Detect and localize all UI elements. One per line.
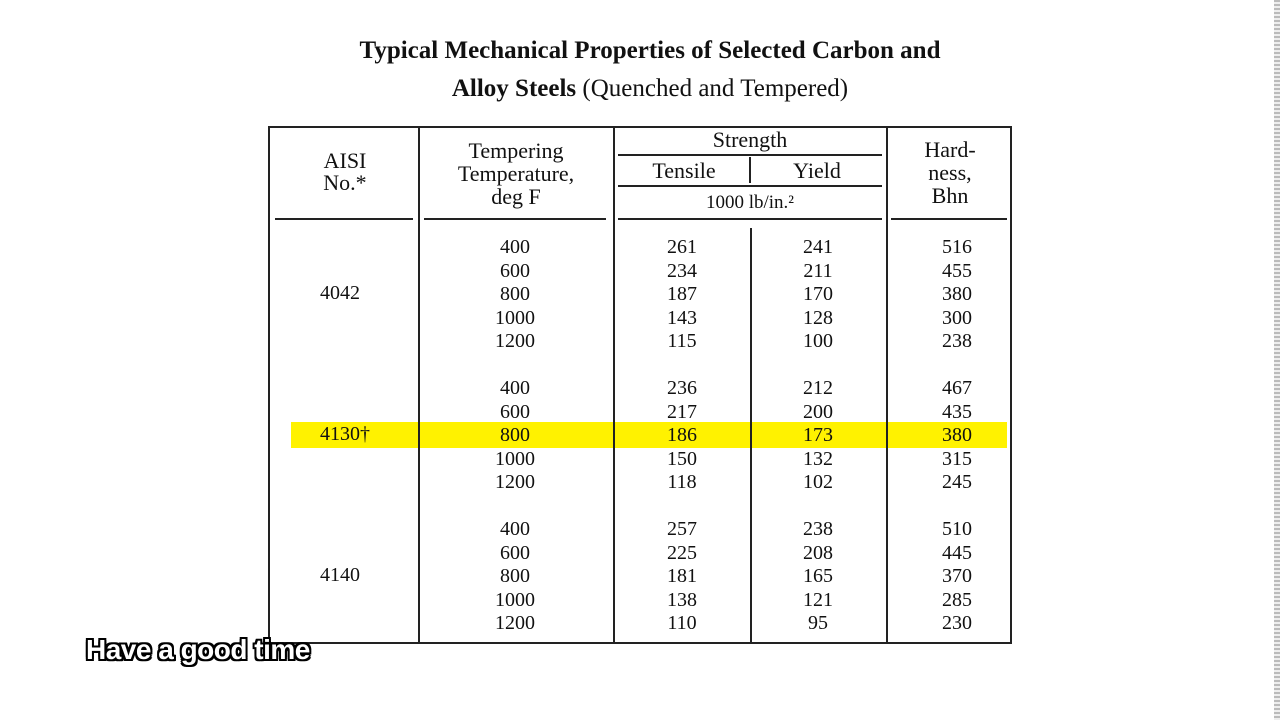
tensile-cell: 217 bbox=[667, 400, 697, 423]
header-aisi-line2: No.* bbox=[323, 170, 367, 195]
yield-cell: 200 bbox=[803, 400, 833, 423]
tensile-cell: 234 bbox=[667, 259, 697, 282]
strength-subrule-2 bbox=[618, 185, 882, 187]
hardness-cell: 285 bbox=[942, 588, 972, 611]
temp-cell: 800 bbox=[500, 565, 530, 587]
yield-cell: 170 bbox=[803, 283, 833, 305]
edge-scrollbar bbox=[1274, 0, 1280, 720]
temp-cell: 600 bbox=[500, 541, 530, 564]
yield-cell: 238 bbox=[803, 518, 833, 540]
header-aisi-line1: AISI bbox=[323, 148, 367, 173]
col-divider-3 bbox=[886, 128, 888, 644]
header-rule-temp bbox=[424, 218, 606, 220]
header-hard-line3: Bhn bbox=[931, 183, 969, 208]
tensile-cell: 187 bbox=[667, 283, 697, 305]
tensile-cell: 236 bbox=[667, 377, 697, 399]
temp-cell: 600 bbox=[500, 259, 530, 282]
temp-cell: 1000 bbox=[495, 447, 535, 470]
tensile-cell: 118 bbox=[667, 471, 697, 493]
video-caption: Have a good time bbox=[86, 634, 310, 665]
tensile-cell: 150 bbox=[667, 447, 697, 470]
header-rule-hardness bbox=[891, 218, 1007, 220]
yield-cell: 165 bbox=[803, 565, 833, 587]
tensile-cell: 225 bbox=[667, 541, 697, 564]
tensile-cell: 115 bbox=[667, 330, 697, 352]
hardness-cell: 435 bbox=[942, 400, 972, 423]
tensile-cell: 181 bbox=[667, 565, 697, 587]
temp-cell: 1200 bbox=[495, 612, 535, 634]
yield-cell: 132 bbox=[803, 447, 833, 470]
tensile-cell: 143 bbox=[667, 306, 697, 329]
hardness-cell: 245 bbox=[942, 471, 972, 493]
temp-cell: 1000 bbox=[495, 588, 535, 611]
col-divider-tensile-yield bbox=[750, 228, 752, 644]
aisi-number: 4140 bbox=[320, 564, 360, 586]
hardness-cell: 300 bbox=[942, 306, 972, 329]
header-strength: Strength bbox=[712, 127, 788, 152]
yield-cell: 100 bbox=[803, 330, 833, 352]
header-rule-aisi bbox=[275, 218, 413, 220]
yield-cell: 211 bbox=[803, 259, 833, 282]
temp-cell: 600 bbox=[500, 400, 530, 423]
yield-cell: 208 bbox=[803, 541, 833, 564]
hardness-cell: 380 bbox=[942, 424, 972, 446]
tensile-cell: 186 bbox=[667, 424, 697, 446]
yield-cell: 102 bbox=[803, 471, 833, 493]
title-rest-part: (Quenched and Tempered) bbox=[576, 75, 849, 102]
tensile-cell: 110 bbox=[667, 612, 697, 634]
header-hard-line2: ness, bbox=[928, 160, 972, 185]
title-bold-part: Alloy Steels bbox=[451, 75, 577, 102]
yield-cell: 128 bbox=[803, 306, 833, 329]
hardness-cell: 230 bbox=[942, 612, 972, 634]
temp-cell: 1000 bbox=[495, 306, 535, 329]
aisi-number: 4130† bbox=[320, 423, 370, 445]
aisi-number: 4042 bbox=[320, 282, 360, 304]
temp-cell: 800 bbox=[500, 283, 530, 305]
tensile-yield-header-divider bbox=[749, 157, 751, 183]
yield-cell: 173 bbox=[803, 424, 833, 446]
hardness-cell: 510 bbox=[942, 518, 972, 540]
hardness-cell: 516 bbox=[942, 236, 972, 258]
temp-cell: 1200 bbox=[495, 330, 535, 352]
header-hard-line1: Hard- bbox=[924, 137, 976, 162]
temp-cell: 400 bbox=[500, 236, 530, 258]
temp-cell: 1200 bbox=[495, 471, 535, 493]
hardness-cell: 238 bbox=[942, 330, 972, 352]
temp-cell: 400 bbox=[500, 377, 530, 399]
table-title-line1: Typical Mechanical Properties of Selected Carbon and bbox=[359, 37, 941, 64]
yield-cell: 95 bbox=[808, 612, 828, 634]
header-tensile: Tensile bbox=[652, 158, 716, 183]
hardness-cell: 315 bbox=[942, 447, 972, 470]
header-units: 1000 lb/in.² bbox=[705, 192, 795, 213]
tensile-cell: 257 bbox=[667, 518, 697, 540]
hardness-cell: 467 bbox=[942, 377, 972, 399]
table-title-line2 bbox=[300, 70, 1000, 108]
yield-cell: 241 bbox=[803, 236, 833, 258]
header-temp-line1: Tempering bbox=[468, 138, 564, 163]
header-tempering bbox=[420, 139, 612, 208]
tensile-cell: 261 bbox=[667, 236, 697, 258]
tensile-cell: 138 bbox=[667, 588, 697, 611]
header-rule-strength bbox=[618, 218, 882, 220]
hardness-cell: 445 bbox=[942, 541, 972, 564]
hardness-cell: 370 bbox=[942, 565, 972, 587]
strength-subrule-1 bbox=[618, 154, 882, 156]
yield-cell: 121 bbox=[803, 588, 833, 611]
col-divider-2 bbox=[613, 128, 615, 644]
temp-cell: 400 bbox=[500, 518, 530, 540]
temp-cell: 800 bbox=[500, 424, 530, 446]
header-aisi bbox=[290, 150, 400, 194]
header-temp-line3: deg F bbox=[491, 184, 541, 209]
header-yield: Yield bbox=[793, 158, 841, 183]
hardness-cell: 380 bbox=[942, 283, 972, 305]
header-temp-line2: Temperature, bbox=[457, 161, 575, 186]
header-hardness bbox=[890, 138, 1010, 207]
hardness-cell: 455 bbox=[942, 259, 972, 282]
yield-cell: 212 bbox=[803, 377, 833, 399]
